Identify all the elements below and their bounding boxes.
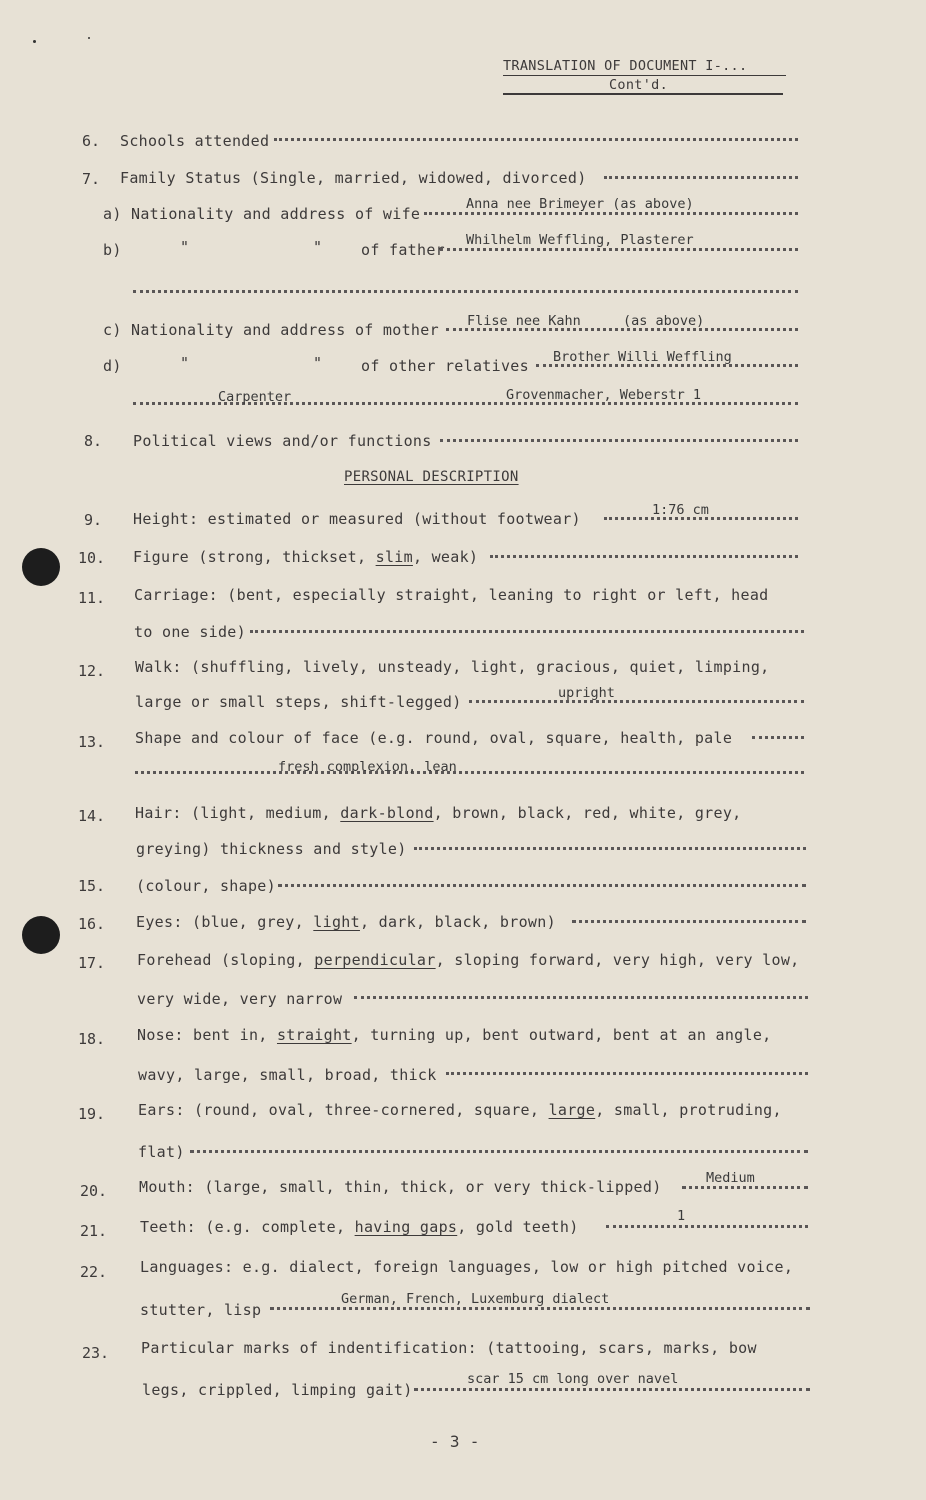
item-number: 18. — [78, 1030, 106, 1048]
speck-mark — [33, 40, 36, 43]
fill-dots — [354, 996, 808, 999]
height-label: Height: estimated or measured (without footwear) — [133, 510, 581, 528]
fill-dots — [606, 1225, 808, 1228]
fill-dots — [414, 847, 806, 850]
relatives-label: of other relatives — [361, 357, 529, 375]
fill-dots — [469, 700, 804, 703]
nose-label-cont: wavy, large, small, broad, thick — [138, 1066, 437, 1084]
hair-label: Hair: (light, medium, dark-blond, brown, black, red, white, grey, — [135, 804, 742, 822]
face-label: Shape and colour of face (e.g. round, oval, square, health, pale — [135, 729, 733, 747]
mother-value-name: Flise nee Kahn — [467, 313, 581, 329]
item-number: 15. — [78, 877, 106, 895]
fill-dots — [274, 138, 798, 141]
item-number: 23. — [82, 1344, 110, 1362]
item-number: 14. — [78, 807, 106, 825]
ditto-mark: " — [313, 354, 323, 372]
fill-dots — [190, 1150, 808, 1153]
ears-label-cont: flat) — [138, 1143, 185, 1161]
header-rule — [503, 93, 783, 95]
father-value: Whilhelm Weffling, Plasterer — [466, 232, 694, 248]
fill-dots — [440, 248, 798, 251]
languages-label-cont: stutter, lisp — [140, 1301, 262, 1319]
relatives-occupation: Carpenter — [218, 389, 292, 405]
fill-dots — [490, 555, 798, 558]
marked-option: straight — [276, 1026, 352, 1044]
family-status-label: Family Status (Single, married, widowed, divorced) — [120, 169, 587, 187]
walk-label-cont: large or small steps, shift-legged) — [135, 693, 462, 711]
item-prefix: c) — [103, 321, 122, 339]
languages-value: German, French, Luxemburg dialect — [341, 1291, 610, 1307]
ditto-mark: " — [313, 238, 323, 256]
item-number: 16. — [78, 915, 106, 933]
wife-value: Anna nee Brimeyer (as above) — [466, 196, 694, 212]
marked-option: light — [313, 913, 360, 931]
relatives-value: Brother Willi Weffling — [553, 349, 732, 365]
walk-label: Walk: (shuffling, lively, unsteady, light, gracious, quiet, limping, — [135, 658, 770, 676]
item-prefix: a) — [103, 205, 122, 223]
item-number: 12. — [78, 662, 106, 680]
fill-dots — [682, 1186, 808, 1189]
hair-colour-label: (colour, shape) — [136, 877, 276, 895]
item-number: 9. — [84, 511, 103, 529]
languages-label: Languages: e.g. dialect, foreign languages, low or high pitched voice, — [140, 1258, 794, 1276]
nose-label: Nose: bent in, straight, turning up, bent outward, bent at an angle, — [137, 1026, 772, 1044]
mother-label: Nationality and address of mother — [131, 321, 439, 339]
item-number: 17. — [78, 954, 106, 972]
fill-dots — [414, 1388, 810, 1391]
item-number: 19. — [78, 1105, 106, 1123]
marked-option: having gaps — [354, 1218, 458, 1236]
forehead-label-cont: very wide, very narrow — [137, 990, 343, 1008]
item-number: 21. — [80, 1222, 108, 1240]
item-prefix: b) — [103, 241, 122, 259]
item-number: 11. — [78, 589, 106, 607]
carriage-label: Carriage: (bent, especially straight, leaning to right or left, head — [134, 586, 769, 604]
political-label: Political views and/or functions — [133, 432, 432, 450]
fill-dots — [572, 920, 806, 923]
carriage-label-cont: to one side) — [134, 623, 246, 641]
forehead-label: Forehead (sloping, perpendicular, sloping forward, very high, very low, — [137, 951, 800, 969]
punch-hole — [22, 548, 60, 586]
item-prefix: d) — [103, 357, 122, 375]
fill-dots — [270, 1307, 810, 1310]
fill-dots — [424, 212, 798, 215]
fill-dots — [604, 176, 798, 179]
marked-option: perpendicular — [314, 951, 436, 969]
item-number: 10. — [78, 549, 106, 567]
item-number: 20. — [80, 1182, 108, 1200]
section-title: PERSONAL DESCRIPTION — [344, 469, 519, 485]
fill-dots — [440, 439, 798, 442]
teeth-value: 1 — [677, 1208, 686, 1224]
fill-dots — [446, 1072, 808, 1075]
fill-dots — [250, 630, 804, 633]
marks-label-cont: legs, crippled, limping gait) — [142, 1381, 413, 1399]
walk-value: upright — [558, 685, 615, 701]
ditto-mark: " — [180, 238, 190, 256]
marked-option: slim — [375, 548, 413, 566]
fill-dots — [752, 736, 804, 739]
punch-hole — [22, 916, 60, 954]
marked-option: large — [548, 1101, 596, 1119]
item-number: 13. — [78, 733, 106, 751]
item-number: 8. — [84, 432, 103, 450]
schools-label: Schools attended — [120, 132, 270, 150]
eyes-label: Eyes: (blue, grey, light, dark, black, brown) — [136, 913, 556, 931]
fill-dots — [135, 771, 804, 774]
face-value: fresh complexion, lean — [278, 759, 457, 775]
page-number: - 3 - — [430, 1432, 480, 1451]
mouth-value: Medium — [706, 1170, 755, 1186]
relatives-address: Grovenmacher, Weberstr 1 — [506, 387, 702, 403]
mother-value-address: (as above) — [623, 313, 705, 329]
marks-label: Particular marks of indentification: (tattooing, scars, marks, bow — [141, 1339, 757, 1357]
mouth-label: Mouth: (large, small, thin, thick, or very thick-lipped) — [139, 1178, 662, 1196]
header-title-underline — [503, 75, 786, 76]
fill-dots — [278, 884, 806, 887]
figure-label: Figure (strong, thickset, slim, weak) — [133, 548, 479, 566]
teeth-label: Teeth: (e.g. complete, having gaps, gold teeth) — [140, 1218, 579, 1236]
header-title: TRANSLATION OF DOCUMENT I-... — [503, 58, 748, 74]
fill-dots — [133, 290, 798, 293]
marked-option: dark-blond — [340, 804, 434, 822]
hair-label-cont: greying) thickness and style) — [136, 840, 407, 858]
header-subtitle: Cont'd. — [609, 77, 668, 93]
item-number: 6. — [82, 132, 101, 150]
ditto-mark: " — [180, 354, 190, 372]
item-number: 22. — [80, 1263, 108, 1281]
item-number: 7. — [82, 170, 101, 188]
father-label: of father — [361, 241, 445, 259]
height-value: 1:76 cm — [652, 502, 709, 518]
marks-value: scar 15 cm long over navel — [467, 1371, 679, 1387]
speck-mark — [88, 37, 90, 39]
wife-label: Nationality and address of wife — [131, 205, 421, 223]
ears-label: Ears: (round, oval, three-cornered, square, large, small, protruding, — [138, 1101, 782, 1119]
